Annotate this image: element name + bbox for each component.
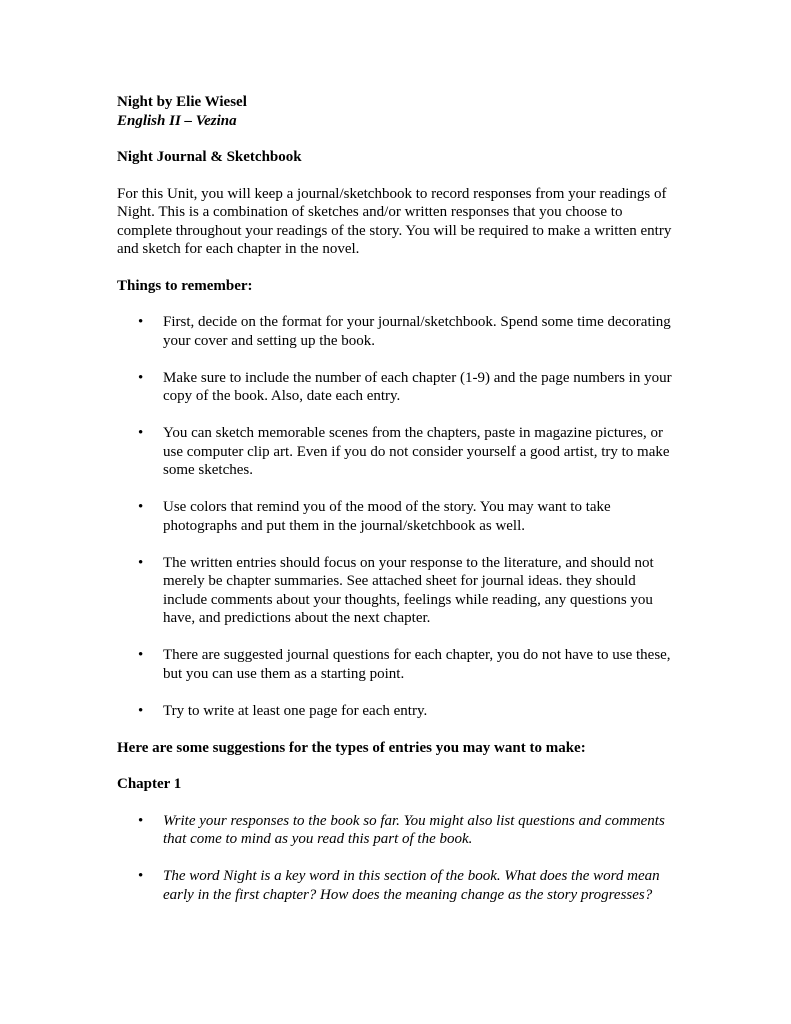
spacer bbox=[117, 757, 677, 775]
list-item-text: You can sketch memorable scenes from the chapters, paste in magazine pictures, or use computer clip art. Even if you do not consider yourself a good artist, try to make some sketches. bbox=[163, 425, 670, 478]
list-item bbox=[117, 554, 677, 628]
list-item bbox=[117, 812, 677, 849]
list-item-text: First, decide on the format for your journal/sketchbook. Spend some time decorating your cover and setting up the book. bbox=[163, 314, 671, 349]
bullet-icon: • bbox=[138, 425, 144, 441]
document-title: Night by Elie Wiesel bbox=[117, 94, 247, 110]
list-item-text: Make sure to include the number of each chapter (1-9) and the page numbers in your copy of the book. Also, date each entry. bbox=[163, 369, 672, 404]
spacer bbox=[117, 259, 677, 277]
bullet-icon: • bbox=[138, 647, 144, 663]
suggestions-heading: Here are some suggestions for the types of entries you may want to make: bbox=[117, 739, 586, 756]
list-item-text: Write your responses to the book so far. You might also list questions and comments that come to mind as you read this part of the book. bbox=[163, 812, 665, 847]
bullet-icon: • bbox=[138, 314, 144, 330]
list-item bbox=[117, 313, 677, 350]
bullet-icon: • bbox=[138, 868, 144, 884]
list-item-text: The word Night is a key word in this section of the book. What does the word mean early in the first chapter? How does the meaning change as the story progresses? bbox=[163, 868, 660, 903]
intro-paragraph: For this Unit, you will keep a journal/sketchbook to record responses from your readings of Night. This is a combination of sketches and/or written responses that you choose to complete throughout your readings of the story. You will be required to make a written entry and sketch for each chapter in the novel. bbox=[117, 185, 672, 257]
bullet-icon: • bbox=[138, 369, 144, 386]
document-subtitle: English II – Vezina bbox=[117, 112, 237, 129]
list-item-text: The written entries should focus on your response to the literature, and should not merely be chapter summaries. See attached sheet for journal ideas. they should include comments about your thoughts, feelings while reading, any questions you have, and predictions about the next chapter. bbox=[163, 554, 654, 626]
chapter-1-list bbox=[117, 812, 677, 905]
list-item-text: Try to write at least one page for each entry. bbox=[163, 702, 428, 719]
list-item bbox=[117, 646, 677, 683]
list-item bbox=[117, 369, 677, 406]
bullet-icon: • bbox=[138, 554, 144, 571]
list-item bbox=[117, 498, 677, 535]
remember-list bbox=[117, 313, 677, 720]
spacer bbox=[117, 794, 677, 812]
document-page bbox=[117, 93, 677, 923]
list-item bbox=[117, 867, 677, 904]
list-item bbox=[117, 424, 677, 480]
section-title: Night Journal & Sketchbook bbox=[117, 149, 302, 165]
chapter-1-heading: Chapter 1 bbox=[117, 776, 182, 792]
list-item-text: There are suggested journal questions for each chapter, you do not have to use these, but you can use them as a starting point. bbox=[163, 647, 671, 682]
list-item bbox=[117, 702, 677, 721]
spacer bbox=[117, 295, 677, 313]
bullet-icon: • bbox=[138, 702, 144, 719]
list-item-text: Use colors that remind you of the mood of the story. You may want to take photographs and put them in the journal/sketchbook as well. bbox=[163, 499, 611, 534]
spacer bbox=[117, 167, 677, 185]
bullet-icon: • bbox=[138, 499, 144, 515]
remember-heading: Things to remember: bbox=[117, 277, 253, 294]
spacer bbox=[117, 130, 677, 148]
bullet-icon: • bbox=[138, 812, 144, 829]
